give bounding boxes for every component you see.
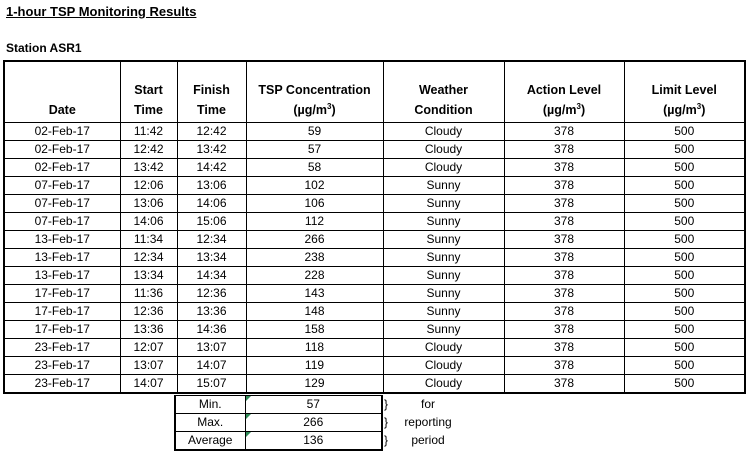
cell-finish: 14:36 <box>177 321 246 339</box>
cell-limit: 500 <box>624 213 745 231</box>
cell-start: 12:42 <box>120 141 177 159</box>
cell-finish: 12:36 <box>177 285 246 303</box>
header-limit-level: Limit Level $(\mu g/m^3)$ <box>624 61 745 123</box>
cell-tsp: 238 <box>246 249 383 267</box>
report-title: 1-hour TSP Monitoring Results <box>6 4 197 19</box>
summary-label: Min. <box>175 396 245 414</box>
cell-limit: 500 <box>624 141 745 159</box>
table-row <box>4 267 745 285</box>
summary-note: } period <box>384 433 445 447</box>
cell-start: 13:42 <box>120 159 177 177</box>
summary-note: } reporting <box>384 415 452 429</box>
cell-marker-icon <box>246 396 251 401</box>
cell-finish: 13:07 <box>177 339 246 357</box>
cell-date: 23-Feb-17 <box>4 375 120 394</box>
cell-limit: 500 <box>624 375 745 394</box>
cell-finish: 12:42 <box>177 123 246 141</box>
cell-marker-icon <box>246 432 251 437</box>
cell-tsp: 106 <box>246 195 383 213</box>
header-weather-condition: Weather Condition <box>383 61 504 123</box>
summary-label: Average <box>175 432 245 451</box>
cell-limit: 500 <box>624 321 745 339</box>
header-action-level: Action Level $(\mu g/m^3)$ <box>504 61 624 123</box>
summary-table <box>174 395 383 451</box>
cell-weather: Sunny <box>383 213 504 231</box>
cell-weather: Sunny <box>383 195 504 213</box>
cell-finish: 13:06 <box>177 177 246 195</box>
cell-date: 07-Feb-17 <box>4 195 120 213</box>
cell-date: 07-Feb-17 <box>4 177 120 195</box>
cell-finish: 14:34 <box>177 267 246 285</box>
table-row <box>4 195 745 213</box>
cell-date: 13-Feb-17 <box>4 231 120 249</box>
summary-value: 136 <box>245 432 382 451</box>
cell-date: 17-Feb-17 <box>4 303 120 321</box>
cell-weather: Sunny <box>383 267 504 285</box>
cell-start: 13:34 <box>120 267 177 285</box>
cell-action: 378 <box>504 231 624 249</box>
cell-date: 17-Feb-17 <box>4 285 120 303</box>
cell-date: 02-Feb-17 <box>4 159 120 177</box>
cell-weather: Cloudy <box>383 375 504 394</box>
cell-weather: Sunny <box>383 321 504 339</box>
table-row <box>4 357 745 375</box>
table-row <box>4 285 745 303</box>
cell-tsp: 59 <box>246 123 383 141</box>
cell-start: 12:34 <box>120 249 177 267</box>
table-row <box>4 231 745 249</box>
cell-action: 378 <box>504 195 624 213</box>
cell-date: 23-Feb-17 <box>4 357 120 375</box>
cell-start: 12:07 <box>120 339 177 357</box>
cell-weather: Cloudy <box>383 123 504 141</box>
cell-tsp: 129 <box>246 375 383 394</box>
cell-weather: Sunny <box>383 285 504 303</box>
cell-limit: 500 <box>624 339 745 357</box>
cell-action: 378 <box>504 357 624 375</box>
cell-action: 378 <box>504 375 624 394</box>
tsp-results-table <box>3 60 746 394</box>
cell-action: 378 <box>504 213 624 231</box>
cell-date: 07-Feb-17 <box>4 213 120 231</box>
cell-action: 378 <box>504 123 624 141</box>
cell-start: 14:06 <box>120 213 177 231</box>
cell-weather: Cloudy <box>383 141 504 159</box>
header-finish-time: Finish Time <box>177 61 246 123</box>
cell-action: 378 <box>504 177 624 195</box>
cell-date: 13-Feb-17 <box>4 249 120 267</box>
cell-finish: 15:06 <box>177 213 246 231</box>
cell-weather: Sunny <box>383 303 504 321</box>
cell-finish: 13:36 <box>177 303 246 321</box>
station-label: Station ASR1 <box>6 41 82 55</box>
cell-start: 11:42 <box>120 123 177 141</box>
cell-tsp: 143 <box>246 285 383 303</box>
cell-date: 13-Feb-17 <box>4 267 120 285</box>
cell-start: 13:06 <box>120 195 177 213</box>
cell-tsp: 228 <box>246 267 383 285</box>
cell-tsp: 57 <box>246 141 383 159</box>
table-row <box>4 123 745 141</box>
cell-finish: 14:07 <box>177 357 246 375</box>
cell-limit: 500 <box>624 195 745 213</box>
cell-finish: 12:34 <box>177 231 246 249</box>
cell-tsp: 112 <box>246 213 383 231</box>
cell-date: 02-Feb-17 <box>4 123 120 141</box>
summary-row-min <box>175 396 382 414</box>
cell-action: 378 <box>504 159 624 177</box>
cell-limit: 500 <box>624 231 745 249</box>
cell-finish: 13:34 <box>177 249 246 267</box>
table-row <box>4 141 745 159</box>
cell-finish: 13:42 <box>177 141 246 159</box>
table-row <box>4 177 745 195</box>
header-start-time: Start Time <box>120 61 177 123</box>
cell-action: 378 <box>504 141 624 159</box>
cell-weather: Sunny <box>383 249 504 267</box>
cell-tsp: 158 <box>246 321 383 339</box>
cell-start: 13:36 <box>120 321 177 339</box>
cell-date: 23-Feb-17 <box>4 339 120 357</box>
cell-start: 12:36 <box>120 303 177 321</box>
table-row <box>4 249 745 267</box>
header-date: Date <box>4 61 120 123</box>
cell-action: 378 <box>504 339 624 357</box>
cell-date: 02-Feb-17 <box>4 141 120 159</box>
cell-weather: Cloudy <box>383 357 504 375</box>
cell-action: 378 <box>504 285 624 303</box>
table-row <box>4 159 745 177</box>
cell-date: 17-Feb-17 <box>4 321 120 339</box>
cell-weather: Cloudy <box>383 339 504 357</box>
cell-action: 378 <box>504 249 624 267</box>
cell-marker-icon <box>246 414 251 419</box>
summary-value: 266 <box>245 414 382 432</box>
summary-row-max <box>175 414 382 432</box>
cell-start: 12:06 <box>120 177 177 195</box>
cell-weather: Sunny <box>383 231 504 249</box>
table-row <box>4 213 745 231</box>
cell-tsp: 148 <box>246 303 383 321</box>
cell-limit: 500 <box>624 123 745 141</box>
header-tsp-concentration: TSP Concentration $(\mu g/m^3)$ <box>246 61 383 123</box>
summary-note: } for <box>384 397 435 411</box>
cell-tsp: 119 <box>246 357 383 375</box>
summary-value: 57 <box>245 396 382 414</box>
cell-start: 11:36 <box>120 285 177 303</box>
cell-weather: Cloudy <box>383 159 504 177</box>
summary-label: Max. <box>175 414 245 432</box>
cell-action: 378 <box>504 267 624 285</box>
table-row <box>4 375 745 394</box>
cell-limit: 500 <box>624 285 745 303</box>
cell-tsp: 266 <box>246 231 383 249</box>
cell-limit: 500 <box>624 357 745 375</box>
cell-limit: 500 <box>624 159 745 177</box>
table-row <box>4 321 745 339</box>
table-row <box>4 339 745 357</box>
cell-tsp: 102 <box>246 177 383 195</box>
cell-limit: 500 <box>624 303 745 321</box>
cell-weather: Sunny <box>383 177 504 195</box>
summary-row-average <box>175 432 382 451</box>
cell-limit: 500 <box>624 249 745 267</box>
cell-start: 14:07 <box>120 375 177 394</box>
cell-limit: 500 <box>624 177 745 195</box>
cell-start: 11:34 <box>120 231 177 249</box>
cell-action: 378 <box>504 303 624 321</box>
cell-finish: 14:42 <box>177 159 246 177</box>
cell-tsp: 58 <box>246 159 383 177</box>
cell-limit: 500 <box>624 267 745 285</box>
header-row <box>4 61 745 123</box>
cell-start: 13:07 <box>120 357 177 375</box>
cell-tsp: 118 <box>246 339 383 357</box>
cell-finish: 15:07 <box>177 375 246 394</box>
table-row <box>4 303 745 321</box>
cell-action: 378 <box>504 321 624 339</box>
cell-finish: 14:06 <box>177 195 246 213</box>
